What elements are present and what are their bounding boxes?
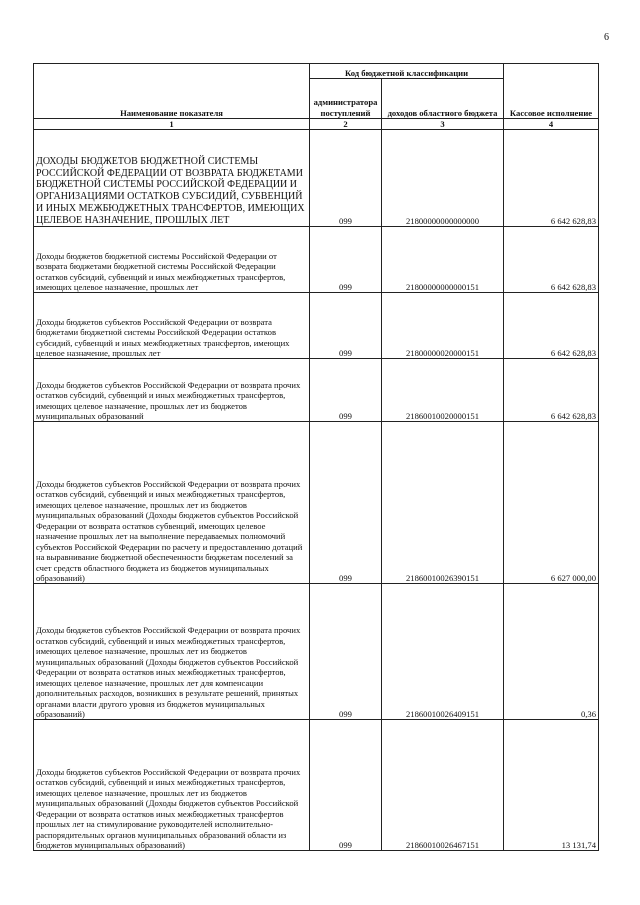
row-amount: 6 642 628,83 [504, 359, 599, 422]
row-income-code: 21860010026467151 [382, 720, 504, 851]
table-row [34, 293, 599, 359]
row-amount: 6 642 628,83 [504, 130, 599, 227]
row-income-code: 21800000000000000 [382, 130, 504, 227]
row-amount: 6 642 628,83 [504, 227, 599, 293]
row-name: Доходы бюджетов субъектов Российской Федерации от возврата прочих остатков субсидий, субвенций и иных межбюджетных трансфертов, имеющих целевое назначение, прошлых лет из бюджетов муниципальных образований [34, 359, 310, 422]
table-row [34, 584, 599, 720]
row-name: Доходы бюджетов бюджетной системы Российской Федерации от возврата бюджетами бюджетной системы Российской Федерации остатков субсидий, субвенций и иных межбюджетных трансфертов, имеющих целевое назначение, прошлых лет [34, 227, 310, 293]
row-name: Доходы бюджетов субъектов Российской Федерации от возврата бюджетами бюджетной системы Российской Федерации остатков субсидий, субвенций и иных межбюджетных трансфертов, имеющих целевое назначение, прошлых лет [34, 293, 310, 359]
table-row [34, 359, 599, 422]
row-name: ДОХОДЫ БЮДЖЕТОВ БЮДЖЕТНОЙ СИСТЕМЫ РОССИЙСКОЙ ФЕДЕРАЦИИ ОТ ВОЗВРАТА БЮДЖЕТАМИ БЮДЖЕТНОЙ СИСТЕМЫ РОССИЙСКОЙ ФЕДЕРАЦИИ И ОРГАНИЗАЦИЯМИ ОСТАТКОВ СУБСИДИЙ, СУБВЕНЦИЙ И ИНЫХ МЕЖБЮДЖЕТНЫХ ТРАНСФЕРТОВ, ИМЕЮЩИХ ЦЕЛЕВОЕ НАЗНАЧЕНИЕ, ПРОШЛЫХ ЛЕТ [34, 130, 310, 227]
table-row [34, 720, 599, 851]
table-row [34, 227, 599, 293]
row-admin-code: 099 [310, 130, 382, 227]
row-income-code: 21800000020000151 [382, 293, 504, 359]
row-name: Доходы бюджетов субъектов Российской Федерации от возврата прочих остатков субсидий, субвенций и иных межбюджетных трансфертов, имеющих целевое назначение, прошлых лет из бюджетов муниципальных образований (Доходы бюджетов субъектов Российской Федерации от возврата остатков субвенций, имеющих целевое назначение прошлых лет на выполнение передаваемых полномочий субъектов Российской Федерации по расчету и предоставлению дотаций на выравнивание бюджетной обеспеченности бюджетам поселений за счет средств областного бюджета из бюджетов муниципальных образований) [34, 422, 310, 584]
row-amount: 0,36 [504, 584, 599, 720]
row-admin-code: 099 [310, 584, 382, 720]
row-amount: 6 642 628,83 [504, 293, 599, 359]
row-name: Доходы бюджетов субъектов Российской Федерации от возврата прочих остатков субсидий, субвенций и иных межбюджетных трансфертов, имеющих целевое назначение, прошлых лет из бюджетов муниципальных образований (Доходы бюджетов субъектов Российской Федерации от возврата остатков иных межбюджетных трансфертов, имеющих целевое назначение, прошлых лет для компенсации дополнительных расходов, возникших в результате решений, принятых органами власти другого уровня из бюджетов муниципальных образований) [34, 584, 310, 720]
row-admin-code: 099 [310, 359, 382, 422]
header-administrator: администратора поступлений [310, 79, 382, 119]
column-number-2: 2 [310, 119, 382, 130]
row-admin-code: 099 [310, 227, 382, 293]
row-income-code: 21860010026409151 [382, 584, 504, 720]
header-indicator-name: Наименование показателя [34, 64, 310, 119]
column-number-1: 1 [34, 119, 310, 130]
column-number-3: 3 [382, 119, 504, 130]
header-classification-code: Код бюджетной классификации [310, 64, 504, 79]
header-cash-execution: Кассовое исполнение [504, 64, 599, 119]
budget-income-table [33, 63, 599, 851]
row-admin-code: 099 [310, 720, 382, 851]
row-income-code: 21860010026390151 [382, 422, 504, 584]
row-income-code: 21800000000000151 [382, 227, 504, 293]
column-number-4: 4 [504, 119, 599, 130]
page-number: 6 [604, 32, 609, 43]
row-admin-code: 099 [310, 422, 382, 584]
header-regional-income: доходов областного бюджета [382, 79, 504, 119]
table-row [34, 422, 599, 584]
row-income-code: 21860010020000151 [382, 359, 504, 422]
row-amount: 6 627 000,00 [504, 422, 599, 584]
row-admin-code: 099 [310, 293, 382, 359]
row-name: Доходы бюджетов субъектов Российской Федерации от возврата прочих остатков субсидий, субвенций и иных межбюджетных трансфертов, имеющих целевое назначение, прошлых лет из бюджетов муниципальных образований (Доходы бюджетов субъектов Российской Федерации от возврата остатков иных межбюджетных трансфертов прошлых лет на стимулирование руководителей исполнительно-распорядительных органов муниципальных образований области из бюджетов муниципальных образований) [34, 720, 310, 851]
row-amount: 13 131,74 [504, 720, 599, 851]
table-row [34, 130, 599, 227]
